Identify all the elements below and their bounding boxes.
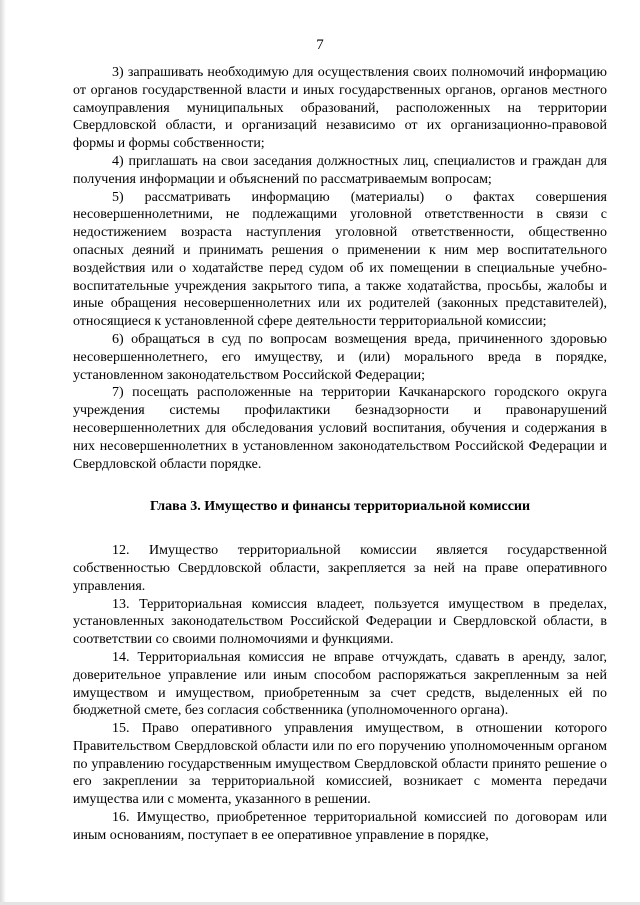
paragraph-item-3: 3) запрашивать необходимую для осуществления своих полномочий информацию от органов государственной власти и иных государственных органов, органов местного самоуправления муниципальных образований, расположенных на территории Свердловской области, и организаций независимо от их организационно-правовой формы и формы собственности;: [73, 65, 607, 152]
paragraph-14: 14. Территориальная комиссия не вправе отчуждать, сдавать в аренду, залог, доверительное управление или иным способом распоряжаться закрепленным за ней имуществом и имуществом, приобретенным за счет средств, выделенных ей по бюджетной смете, без согласия собственника (уполномоченного органа).: [73, 649, 607, 719]
paragraph-item-7: 7) посещать расположенные на территории Качканарского городского округа учреждения системы профилактики безнадзорности и правонарушений несовершеннолетних для обследования условий воспитания, обучения и содержания в них несовершеннолетних в установленном законодательством Российской Федерации и Свердловской области порядке.: [73, 385, 607, 472]
paragraph-15: 15. Право оперативного управления имуществом, в отношении которого Правительством Свердловской области или по его поручению уполномоченным органом по управлению государственным имуществом Свердловской области принято решение о его закреплении за территориальной комиссией, возникает с момента передачи имущества или с момента, указанного в решении.: [73, 721, 607, 808]
page-number: 7: [316, 37, 324, 53]
paragraph-12: 12. Имущество территориальной комиссии является государственной собственностью Свердловской области, закрепляется за ней на праве оперативного управления.: [73, 543, 607, 594]
paragraph-item-5: 5) рассматривать информацию (материалы) о фактах совершения несовершеннолетними, не подлежащими уголовной ответственности в связи с недостижением возраста наступления уголовной ответственности, общественно опасных деяний и принимать решения о применении к ним мер воспитательного воздействия или о ходатайстве перед судом об их помещении в специальные учебно-воспитательные учреждения закрытого типа, а также ходатайства, просьбы, жалобы и иные обращения несовершеннолетних или их родителей (законных представителей), относящиеся к установленной сфере деятельности территориальной комиссии;: [73, 189, 607, 330]
paragraph-item-6: 6) обращаться в суд по вопросам возмещения вреда, причиненного здоровью несовершеннолетнего, его имуществу, и (или) морального вреда в порядке, установленном законодательством Российской Федерации;: [73, 331, 607, 383]
document-body: [73, 64, 607, 845]
paragraph-item-4: 4) приглашать на свои заседания должностных лиц, специалистов и граждан для получения информации и объяснений по рассматриваемым вопросам;: [73, 153, 607, 187]
chapter-heading: Глава 3. Имущество и финансы территориальной комиссии: [149, 499, 531, 515]
paragraph-16: 16. Имущество, приобретенное территориальной комиссией по договорам или иным основаниям, поступает в ее оперативное управление в порядке,: [73, 810, 607, 843]
scan-edge-left: [0, 0, 6, 905]
paragraph-13: 13. Территориальная комиссия владеет, пользуется имуществом в пределах, установленных законодательством Российской Федерации и Свердловской области, в соответствии со своими полномочиями и функциями.: [73, 596, 607, 648]
